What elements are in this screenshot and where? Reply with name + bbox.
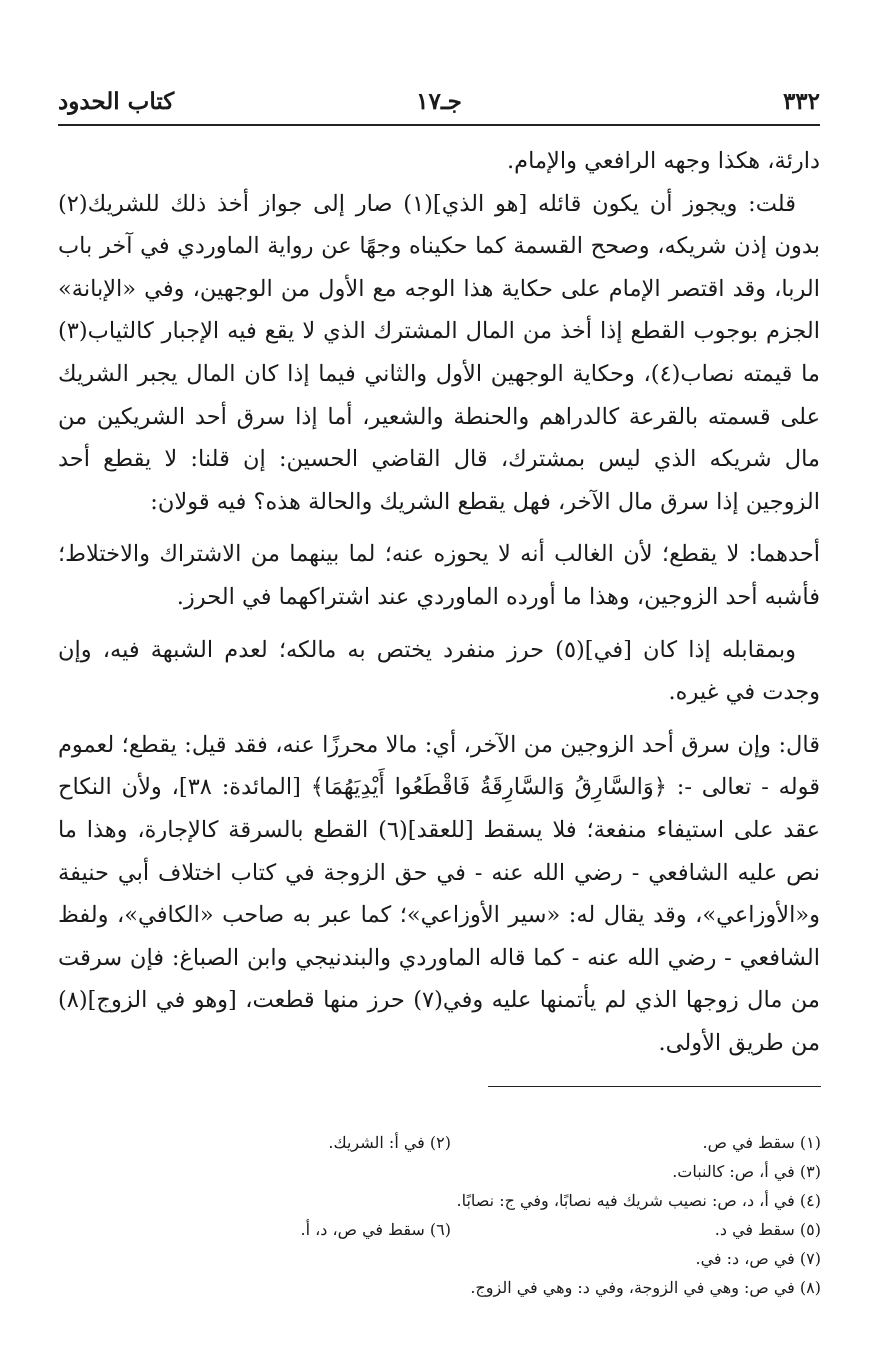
book-title: كتاب الحدود (58, 88, 175, 115)
footnote-line (59, 1244, 821, 1273)
volume-label: جـ١٧ (416, 88, 462, 115)
footnote: (٨) في ص: وهي في الزوجة، وفي د: وهي في الزوج. (470, 1278, 821, 1297)
footnote-rule (488, 1086, 821, 1087)
footnote: (٥) سقط في د. (714, 1220, 821, 1239)
footnote: (١) سقط في ص. (702, 1133, 821, 1152)
paragraph: وبمقابله إذا كان [في](٥) حرز منفرد يختص به مالكه؛ لعدم الشبهة فيه، وإن وجدت في غيره. (58, 636, 820, 706)
paragraph: قال: وإن سرق أحد الزوجين من الآخر، أي: مالا محرزًا عنه، فقد قيل: يقطع؛ لعموم قوله - تعالى -: ﴿وَالسَّارِقُ وَالسَّارِقَةُ فَاقْطَعُوا أَيْدِيَهُمَا﴾ [المائدة: ٣٨]، ولأن النكاح عقد على استيفاء منفعة؛ فلا يسقط [للعقد](٦) القطع بالسرقة كالإجارة، وهذا ما نص عليه الشافعي - رضي الله عنه - في حق الزوجة في كتاب اختلاف أبي حنيفة و«الأوزاعي»، وقد يقال له: «سير الأوزاعي»؛ كما عبر به صاحب «الكافي»، ولفظ الشافعي - رضي الله عنه - كما قاله الماوردي والبندنيجي وابن الصباغ: فإن سرقت من مال زوجها الذي لم يأتمنها عليه وفي(٧) حرز منها قطعت، [وهو في الزوج](٨) من طريق الأولى. (58, 731, 820, 1056)
footnote-line (59, 1273, 821, 1302)
header-rule (58, 124, 820, 126)
page-number: ٣٣٢ (782, 88, 820, 115)
footnote: (٧) في ص، د: في. (695, 1249, 821, 1268)
footnotes (59, 1128, 821, 1302)
paragraph: قلت: ويجوز أن يكون قائله [هو الذي](١) صار إلى جواز أخذ ذلك للشريك(٢) بدون إذن شريكه، وصحح القسمة كما حكيناه وجهًا عن رواية الماوردي في آخر باب الربا، وقد اقتصر الإمام على حكاية هذا الوجه مع الأول من الوجهين، وفي «الإبانة» الجزم بوجوب القطع إذا أخذ من المال المشترك الذي لا يقع فيه الإجبار كالثياب(٣) ما قيمته نصاب(٤)، وحكاية الوجهين الأول والثاني فيما إذا كان المال يجبر الشريك على قسمته بالقرعة كالدراهم والحنطة والشعير، أما إذا سرق أحد الشريكين من مال شريكه الذي ليس بمشترك، قال القاضي الحسين: إن قلنا: لا يقطع أحد الزوجين إذا سرق مال الآخر، فهل يقطع الشريك والحالة هذه؟ فيه قولان: (58, 190, 821, 515)
footnote-line (59, 1157, 821, 1186)
paragraph: أحدهما: لا يقطع؛ لأن الغالب أنه لا يحوزه عنه؛ لما بينهما من الاشتراك والاختلاط؛ فأشبه أحد الزوجين، وهذا ما أورده الماوردي عند اشتراكهما في الحرز. (58, 541, 820, 610)
footnote-line (59, 1186, 821, 1215)
footnote: (٤) في أ، د، ص: نصيب شريك فيه نصابًا، وفي ج: نصابًا. (456, 1191, 821, 1210)
footnote: (٣) في أ، ص: كالنبات. (672, 1162, 821, 1181)
footnote-line (59, 1128, 821, 1157)
running-header (58, 84, 820, 124)
footnote: (٢) في أ: الشريك. (328, 1133, 451, 1152)
main-text (58, 140, 820, 1064)
footnote-line (59, 1215, 821, 1244)
paragraph: دارئة، هكذا وجهه الرافعي والإمام. (507, 148, 820, 174)
footnote: (٦) سقط في ص، د، أ. (300, 1220, 451, 1239)
